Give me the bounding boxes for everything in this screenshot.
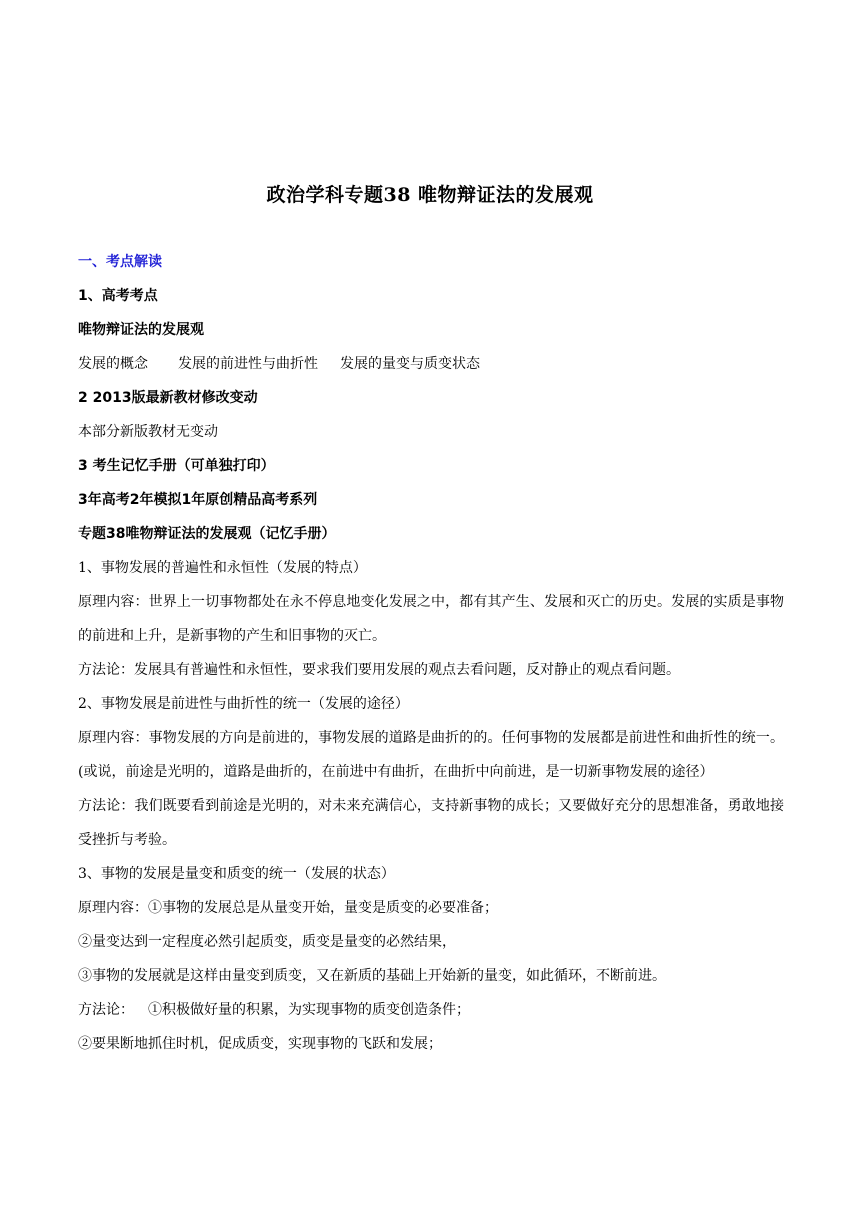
point-3-principle-2: ②量变达到一定程度必然引起质变，质变是量变的必然结果， bbox=[78, 934, 456, 950]
point-2-method: 方法论：我们既要看到前途是光明的，对未来充满信心，支持新事物的成长；又要做好充分的思想准备，勇敢地接受挫折与考验。 bbox=[78, 798, 784, 848]
heading-zhuanti: 专题38唯物辩证法的发展观（记忆手册） bbox=[78, 526, 336, 542]
document-body bbox=[78, 245, 784, 1061]
topic-item: 发展的量变与质变状态 bbox=[340, 356, 480, 372]
point-3-method-2: ②要果断地抓住时机，促成质变，实现事物的飞跃和发展； bbox=[78, 1036, 442, 1052]
point-2-principle: 原理内容：事物发展的方向是前进的，事物发展的道路是曲折的的。任何事物的发展都是前进性和曲折性的统一。(或说，前途是光明的，道路是曲折的，在前进中有曲折，在曲折中向前进，是一切新事物发展的途径） bbox=[78, 730, 784, 780]
heading-series: 3年高考2年模拟1年原创精品高考系列 bbox=[78, 492, 318, 508]
point-3-heading: 3、事物的发展是量变和质变的统一（发展的状态） bbox=[78, 866, 395, 882]
heading-jiaocai-biandong: 2 2013版最新教材修改变动 bbox=[78, 390, 258, 406]
point-3-method-1: ①积极做好量的积累，为实现事物的质变创造条件； bbox=[148, 1002, 470, 1018]
topic-list bbox=[78, 347, 784, 381]
point-1-heading: 1、事物发展的普遍性和永恒性（发展的特点） bbox=[78, 560, 367, 576]
point-3-method-1-line bbox=[78, 993, 784, 1027]
point-3-method-label: 方法论： bbox=[78, 1002, 134, 1018]
document-title: 政治学科专题38 唯物辩证法的发展观 bbox=[266, 184, 594, 206]
heading-fazhanguan: 唯物辩证法的发展观 bbox=[78, 322, 204, 338]
point-3-principle-1: 原理内容：①事物的发展总是从量变开始，量变是质变的必要准备； bbox=[78, 900, 498, 916]
jiaocai-text: 本部分新版教材无变动 bbox=[78, 424, 218, 440]
topic-item: 发展的前进性与曲折性 bbox=[178, 356, 318, 372]
point-1-principle: 原理内容：世界上一切事物都处在永不停息地变化发展之中，都有其产生、发展和灭亡的历史。发展的实质是事物的前进和上升，是新事物的产生和旧事物的灭亡。 bbox=[78, 594, 784, 644]
point-1-method: 方法论：发展具有普遍性和永恒性，要求我们要用发展的观点去看问题，反对静止的观点看问题。 bbox=[78, 662, 680, 678]
point-3-principle-3: ③事物的发展就是这样由量变到质变，又在新质的基础上开始新的量变，如此循环，不断前进。 bbox=[78, 968, 666, 984]
heading-gaokao-kaodian: 1、高考考点 bbox=[78, 288, 158, 304]
topic-item: 发展的概念 bbox=[78, 356, 148, 372]
section-heading-kaodian-jiedu: 一、考点解读 bbox=[78, 254, 162, 270]
heading-jiyi-shouce: 3 考生记忆手册（可单独打印） bbox=[78, 458, 275, 474]
point-2-heading: 2、事物发展是前进性与曲折性的统一（发展的途径） bbox=[78, 696, 409, 712]
